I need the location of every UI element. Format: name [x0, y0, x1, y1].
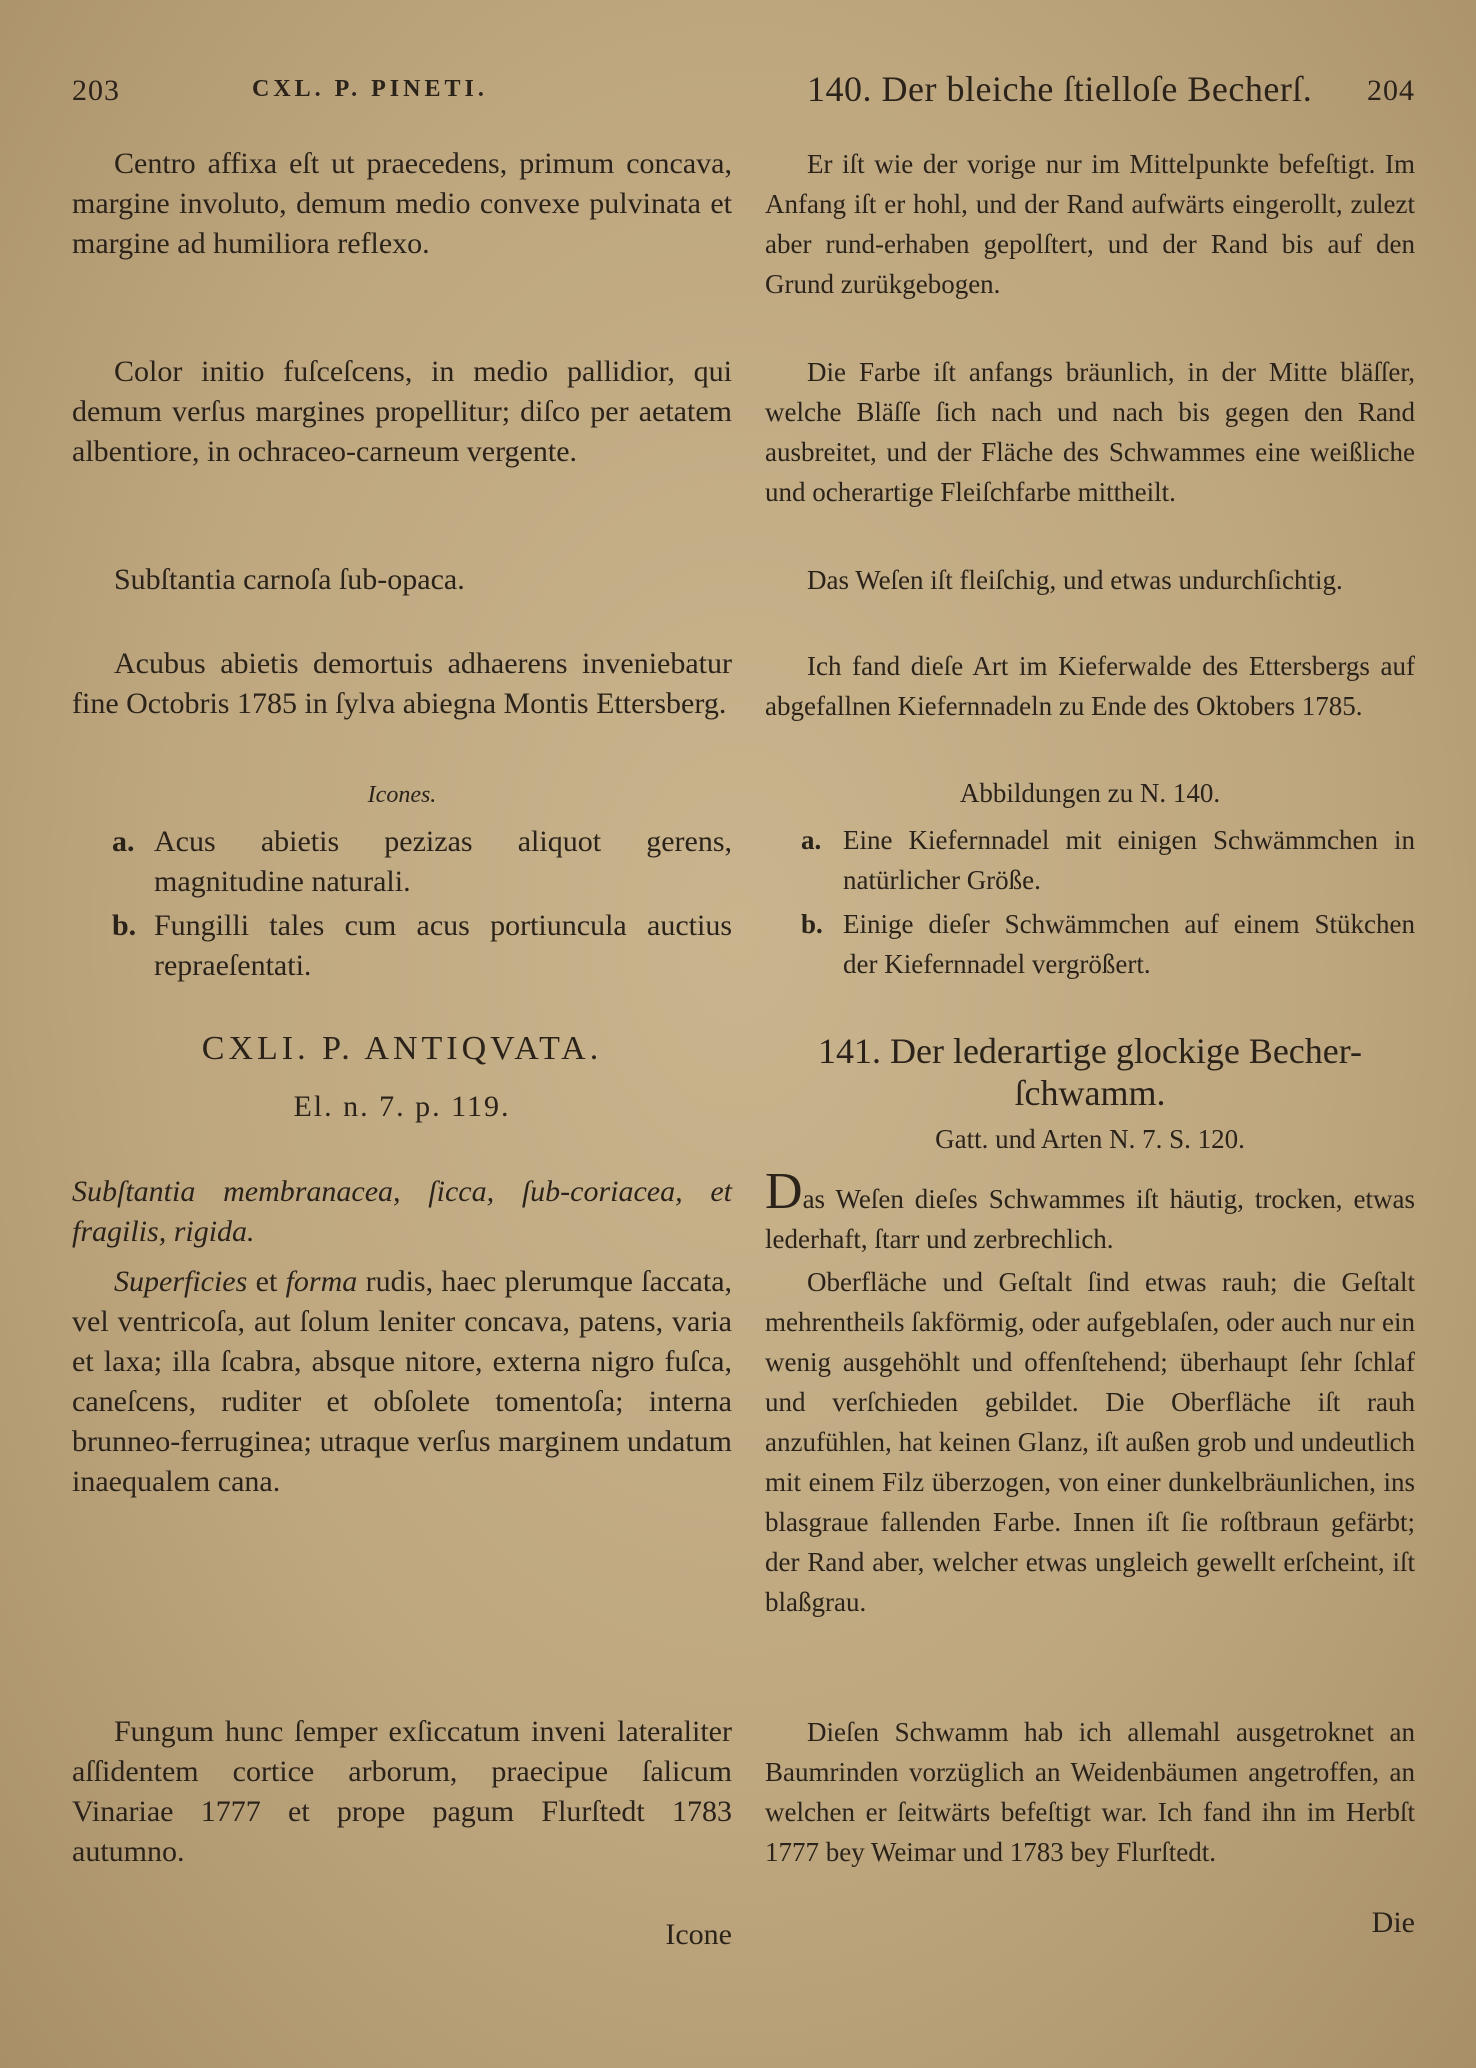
left-icones-heading: Icones. [367, 782, 437, 808]
right-para-5-initial: D [765, 1163, 803, 1220]
left-icon-label-a: a. [112, 825, 135, 858]
left-para-6-lead2: forma [285, 1265, 358, 1298]
right-catchword: Die [1371, 1906, 1415, 1939]
left-running-head: CXL. P. PINETI. [252, 76, 488, 102]
left-icon-item-a [112, 822, 732, 902]
left-para-6-lead1: Superficies [114, 1265, 248, 1298]
left-para-3: Subſtantia carnoſa ſub-opaca. [114, 563, 465, 596]
left-icon-text-a: Acus abietis pezizas aliquot gerens, magnitudine naturali. [154, 825, 732, 898]
left-para-7: Fungum hunc ſemper exſiccatum inveni lateraliter aſſidentem cortice arborum, praecipue ſalicum Vinariae 1777 et prope pagum Flurſtedt 1783 autumno. [72, 1715, 732, 1868]
right-icon-item-b [801, 904, 1415, 984]
left-para-4: Acubus abietis demortuis adhaerens inveniebatur fine Octobris 1785 in ſylva abiegna Montis Ettersberg. [72, 647, 732, 720]
right-icones-heading: Abbildungen zu N. 140. [959, 778, 1221, 808]
right-icon-label-a: a. [801, 825, 822, 855]
left-para-6-mid: et [247, 1265, 286, 1298]
right-para-4: Ich fand dieſe Art im Kieferwalde des Ettersbergs auf abgefallnen Kiefernnadeln zu Ende des Oktobers 1785. [765, 651, 1415, 721]
left-section-title: CXLI. P. ANTIQVATA. [201, 1030, 603, 1067]
right-para-5-text: as Weſen dieſes Schwammes iſt häutig, trocken, etwas lederhaft, ſtarr und zerbrechlich. [765, 1184, 1415, 1254]
left-page [72, 0, 732, 2068]
left-page-number: 203 [72, 74, 120, 107]
left-icon-text-b: Fungilli tales cum acus portiuncula auctius repraeſentati. [154, 909, 732, 982]
left-section-ref: El. n. 7. p. 119. [293, 1090, 511, 1123]
left-icon-label-b: b. [112, 909, 137, 942]
right-section-title-line-1: 141. Der lederartige glockige Becher- [817, 1031, 1363, 1071]
right-header [765, 68, 1415, 118]
right-para-5 [765, 1163, 1415, 1259]
right-section-title-line-2: ſchwamm. [1014, 1073, 1166, 1113]
left-para-2: Color initio fuſceſcens, in medio pallidior, qui demum verſus margines propellitur; diſco per aetatem albentiore, in ochraceo-carneum vergente. [72, 355, 732, 468]
left-para-6-text: rudis, haec plerumque ſaccata, vel ventricoſa, aut ſolum leniter concava, patens, varia et laxa; illa ſcabra, absque nitore, externa nigro fuſca, caneſcens, ruditer et obſolete tomentoſa; interna brunneo-ferruginea; utraque verſus marginem undatum inaequalem cana. [72, 1265, 733, 1498]
right-para-7: Dieſen Schwamm hab ich allemahl ausgetroknet an Baumrinden vorzüglich an Weidenbäumen angetroffen, an welchen er ſeitwärts befeſtigt war. Ich fand ihn im Herbſt 1777 bey Weimar und 1783 bey Flurſtedt. [765, 1717, 1415, 1867]
right-icon-label-b: b. [801, 909, 823, 939]
left-header [72, 68, 732, 118]
right-icon-text-a: Eine Kiefernnadel mit einigen Schwämmchen in natürlicher Größe. [843, 825, 1415, 895]
right-running-head: 140. Der bleiche ſtielloſe Becherſ. [807, 69, 1313, 109]
right-para-6: Oberfläche und Geſtalt ſind etwas rauh; die Geſtalt mehrentheils ſakförmig, oder aufgeblaſen, oder auch nur ein wenig ausgehöhlt und offenſtehend; überhaupt ſehr ſchlaf und verſchieden gebildet. Die Oberfläche iſt rauh anzufühlen, hat keinen Glanz, iſt außen grob und undeutlich mit einem Filz überzogen, von einer dunkelbräunlichen, ins blasgraue fallenden Farbe. Innen iſt ſie roſtbraun gefärbt; der Rand aber, welcher etwas ungleich gewellt erſcheint, iſt blaßgrau. [765, 1267, 1415, 1617]
right-page [765, 0, 1415, 2068]
left-para-1: Centro affixa eſt ut praecedens, primum concava, margine involuto, demum medio convexe pulvinata et margine ad humiliora reflexo. [72, 147, 732, 260]
right-para-3: Das Weſen iſt fleiſchig, und etwas undurchſichtig. [807, 565, 1343, 595]
right-icon-text-b: Einige dieſer Schwämmchen auf einem Stükchen der Kiefernnadel vergrößert. [843, 909, 1415, 979]
left-para-5: Subſtantia membranacea, ſicca, ſub-coriacea, et fragilis, rigida. [72, 1175, 732, 1248]
right-para-2: Die Farbe iſt anfangs bräunlich, in der Mitte bläſſer, welche Bläſſe ſich nach und nach bis gegen den Rand ausbreitet, und der Fläche des Schwammes eine weißliche und ocherartige Fleiſchfarbe mittheilt. [765, 357, 1415, 507]
right-para-1: Er iſt wie der vorige nur im Mittelpunkte befeſtigt. Im Anfang iſt er hohl, und der Rand aufwärts eingerollt, zulezt aber rund-erhaben gepolſtert, und der Rand bis auf den Grund zurükgebogen. [765, 149, 1415, 299]
left-para-6 [72, 1262, 732, 1502]
left-icon-item-b [112, 906, 732, 986]
right-page-number: 204 [1367, 74, 1415, 107]
right-section-ref: Gatt. und Arten N. 7. S. 120. [935, 1124, 1245, 1154]
right-icon-item-a [801, 820, 1415, 900]
left-catchword: Icone [665, 1918, 732, 1951]
